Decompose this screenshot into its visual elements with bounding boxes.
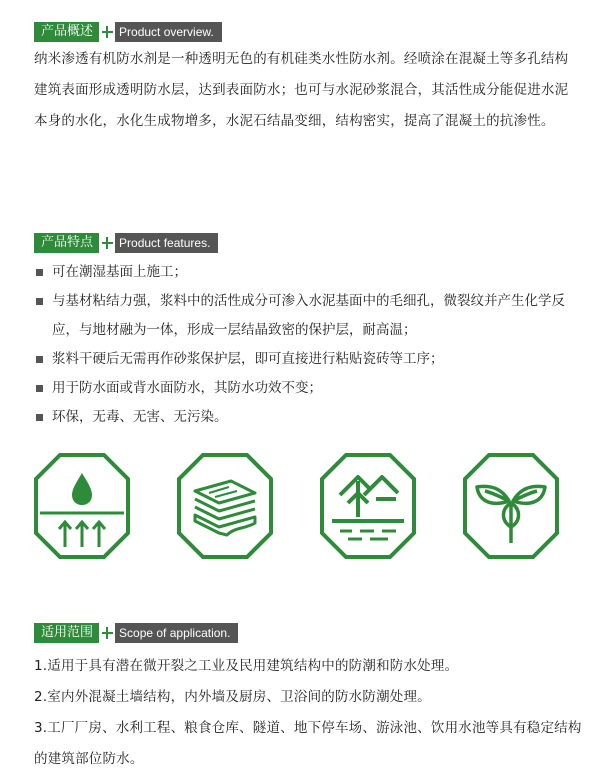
features-title-en: Product features. <box>115 233 218 253</box>
feature-icons-row <box>32 451 572 561</box>
water-penetration-icon <box>32 451 132 561</box>
feature-item: 可在潮湿基面上施工； <box>34 258 584 287</box>
application-item: 3.工厂厂房、水利工程、粮食仓库、隧道、地下停车场、游泳池、饮用水池等具有稳定结构的建筑部位防水。 <box>34 720 582 767</box>
layered-sheets-icon <box>175 451 275 561</box>
feature-item: 环保，无毒、无害、无污染。 <box>34 403 584 432</box>
plus-mark-icon <box>99 22 115 42</box>
application-item: 1.适用于具有潜在微开裂之工业及民用建筑结构中的防潮和防水处理。 <box>34 658 459 674</box>
features-header <box>34 233 218 253</box>
features-title-cn: 产品特点 <box>34 233 99 253</box>
application-title-en: Scope of application. <box>115 623 238 643</box>
plus-mark-icon <box>99 233 115 253</box>
plus-mark-icon <box>99 623 115 643</box>
feature-item: 用于防水面或背水面防水，其防水功效不变； <box>34 374 584 403</box>
features-list <box>34 258 584 432</box>
application-title-cn: 适用范围 <box>34 623 99 643</box>
overview-title-cn: 产品概述 <box>34 22 99 42</box>
eco-leaves-icon <box>461 451 561 561</box>
house-waterproof-icon <box>318 451 418 561</box>
overview-text: 纳米渗透有机防水剂是一种透明无色的有机硅类水性防水剂。经喷涂在混凝土等多孔结构建筑表面形成透明防水层，达到表面防水；也可与水泥砂浆混合，其活性成分能促进水泥本身的水化，水化生成物增多，水泥石结晶变细，结构密实，提高了混凝土的抗渗性。 <box>34 51 569 129</box>
feature-item: 与基材粘结力强，浆料中的活性成分可渗入水泥基面中的毛细孔，微裂纹并产生化学反应，与地材融为一体，形成一层结晶致密的保护层，耐高温； <box>34 287 584 345</box>
feature-item: 浆料干硬后无需再作砂浆保护层，即可直接进行粘贴瓷砖等工序； <box>34 345 584 374</box>
application-item: 2.室内外混凝土墙结构，内外墙及厨房、卫浴间的防水防潮处理。 <box>34 689 431 705</box>
application-list <box>34 651 584 775</box>
overview-title-en: Product overview. <box>115 22 222 42</box>
application-header <box>34 623 238 643</box>
overview-header <box>34 22 222 42</box>
